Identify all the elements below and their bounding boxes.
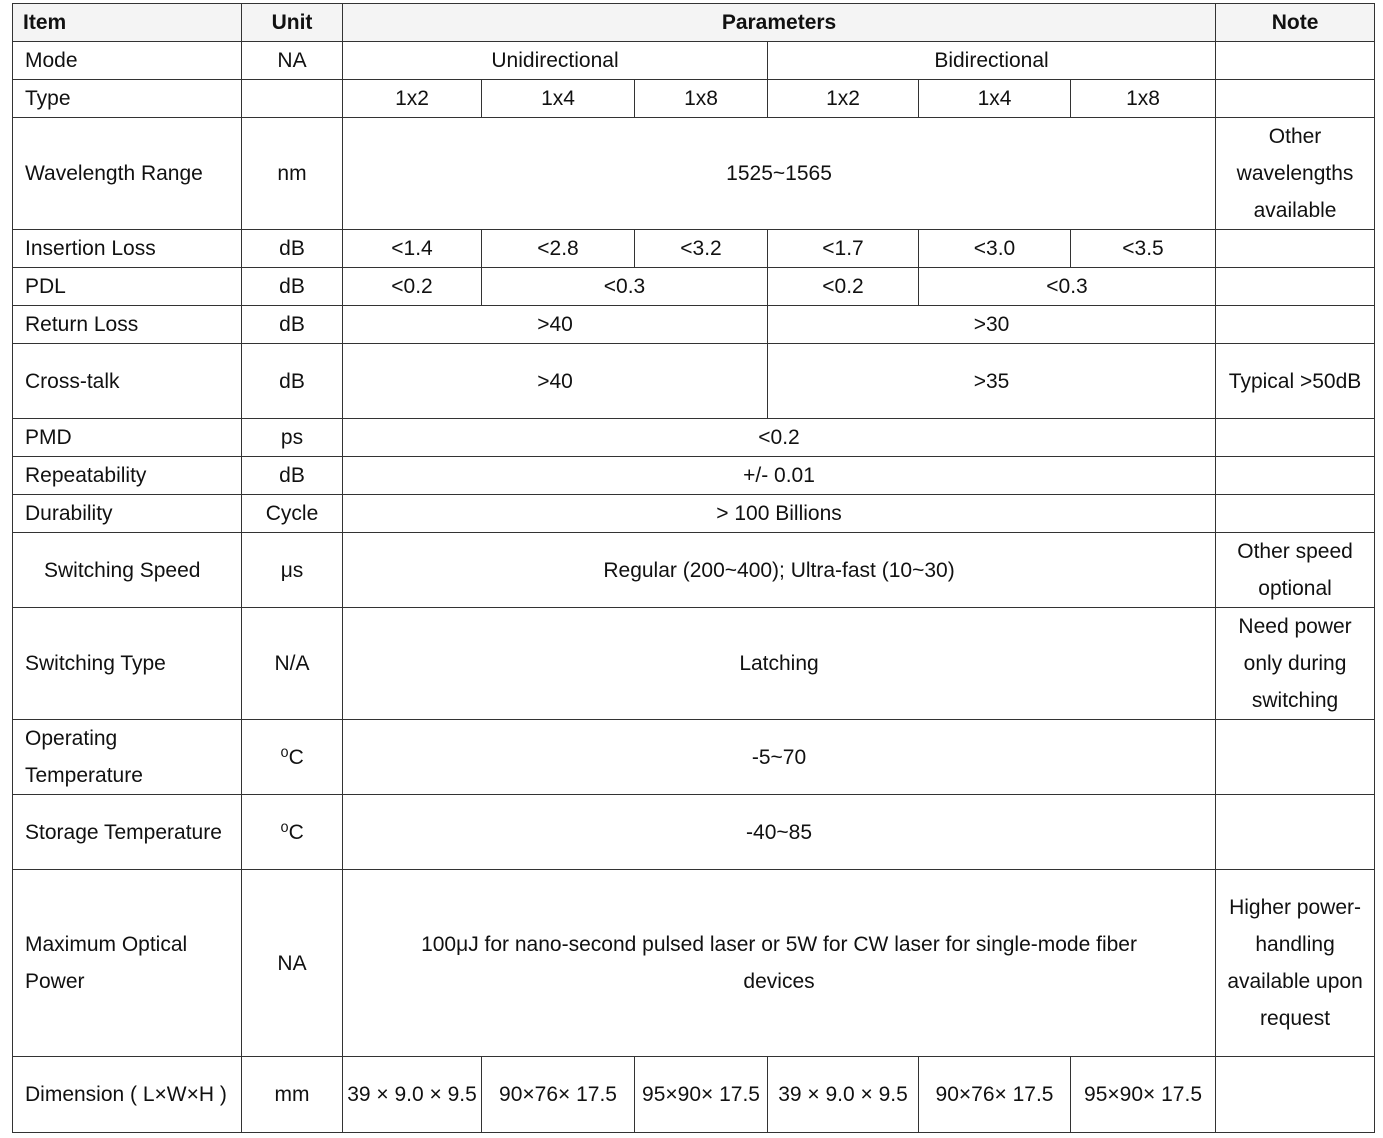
table-row [13, 268, 1375, 306]
param-cell: Regular (200~400); Ultra-fast (10~30) [343, 533, 1216, 608]
param-cell: 1x4 [482, 80, 635, 118]
param-cell: > 100 Billions [343, 495, 1216, 533]
note-cell: Need power only during switching [1216, 608, 1375, 720]
param-cell: 1x8 [1071, 80, 1216, 118]
note-cell [1216, 720, 1375, 795]
item-cell: Cross-talk [13, 344, 242, 419]
item-cell: Dimension ( L×W×H ) [13, 1057, 242, 1133]
item-cell: Maximum Optical Power [13, 870, 242, 1057]
param-cell: Bidirectional [768, 42, 1216, 80]
param-cell: 1x2 [343, 80, 482, 118]
table-row [13, 457, 1375, 495]
param-cell: 95×90× 17.5 [1071, 1057, 1216, 1133]
item-cell: Durability [13, 495, 242, 533]
param-cell: Latching [343, 608, 1216, 720]
item-cell: Type [13, 80, 242, 118]
param-cell: <3.0 [919, 230, 1071, 268]
param-cell: <1.4 [343, 230, 482, 268]
param-cell: 39 × 9.0 × 9.5 [768, 1057, 919, 1133]
param-cell: 1525~1565 [343, 118, 1216, 230]
param-cell: <0.3 [482, 268, 768, 306]
note-cell [1216, 795, 1375, 870]
item-cell: Insertion Loss [13, 230, 242, 268]
note-cell [1216, 42, 1375, 80]
note-cell [1216, 457, 1375, 495]
note-cell: Other speed optional [1216, 533, 1375, 608]
item-cell: PMD [13, 419, 242, 457]
note-cell: Typical >50dB [1216, 344, 1375, 419]
param-cell: -5~70 [343, 720, 1216, 795]
param-cell: -40~85 [343, 795, 1216, 870]
param-cell: 1x4 [919, 80, 1071, 118]
note-cell [1216, 80, 1375, 118]
header-row [13, 4, 1375, 42]
item-cell: Wavelength Range [13, 118, 242, 230]
unit-cell: N/A [242, 608, 343, 720]
item-cell: Repeatability [13, 457, 242, 495]
header-unit: Unit [242, 4, 343, 42]
table-row [13, 419, 1375, 457]
param-cell: <0.3 [919, 268, 1216, 306]
table-row [13, 870, 1375, 1057]
unit-cell: dB [242, 457, 343, 495]
param-cell: >40 [343, 306, 768, 344]
param-cell: <3.2 [635, 230, 768, 268]
param-cell: 1x2 [768, 80, 919, 118]
item-cell: Storage Temperature [13, 795, 242, 870]
table-row [13, 42, 1375, 80]
note-cell: Higher power-handling available upon request [1216, 870, 1375, 1057]
table-row [13, 80, 1375, 118]
unit-cell: NA [242, 870, 343, 1057]
table-row [13, 795, 1375, 870]
param-cell: +/- 0.01 [343, 457, 1216, 495]
unit-cell: dB [242, 306, 343, 344]
header-parameters: Parameters [343, 4, 1216, 42]
table-row [13, 495, 1375, 533]
table-row [13, 306, 1375, 344]
unit-cell: nm [242, 118, 343, 230]
unit-cell: Cycle [242, 495, 343, 533]
spec-table [12, 3, 1375, 1133]
header-item: Item [13, 4, 242, 42]
param-cell: >35 [768, 344, 1216, 419]
unit-cell: μs [242, 533, 343, 608]
note-cell [1216, 419, 1375, 457]
param-cell: >40 [343, 344, 768, 419]
table-row [13, 1057, 1375, 1133]
note-cell [1216, 306, 1375, 344]
note-cell: Other wavelengths available [1216, 118, 1375, 230]
param-cell: <2.8 [482, 230, 635, 268]
unit-cell: ⁰C [242, 795, 343, 870]
item-cell: Switching Type [13, 608, 242, 720]
header-note: Note [1216, 4, 1375, 42]
note-cell [1216, 230, 1375, 268]
table-row [13, 118, 1375, 230]
unit-cell: dB [242, 344, 343, 419]
unit-cell: dB [242, 268, 343, 306]
item-cell: Operating Temperature [13, 720, 242, 795]
note-cell [1216, 495, 1375, 533]
item-cell: PDL [13, 268, 242, 306]
param-cell: 90×76× 17.5 [919, 1057, 1071, 1133]
param-cell: >30 [768, 306, 1216, 344]
param-cell: 90×76× 17.5 [482, 1057, 635, 1133]
param-cell: <0.2 [343, 268, 482, 306]
unit-cell: ps [242, 419, 343, 457]
unit-cell: dB [242, 230, 343, 268]
param-cell: <0.2 [768, 268, 919, 306]
note-cell [1216, 1057, 1375, 1133]
table-row [13, 230, 1375, 268]
param-cell: <0.2 [343, 419, 1216, 457]
param-cell: Unidirectional [343, 42, 768, 80]
item-cell: Return Loss [13, 306, 242, 344]
param-cell: 1x8 [635, 80, 768, 118]
unit-cell: NA [242, 42, 343, 80]
table-row [13, 720, 1375, 795]
param-cell: <1.7 [768, 230, 919, 268]
note-cell [1216, 268, 1375, 306]
param-cell: <3.5 [1071, 230, 1216, 268]
table-row [13, 533, 1375, 608]
unit-cell [242, 80, 343, 118]
unit-cell: ⁰C [242, 720, 343, 795]
table-row [13, 608, 1375, 720]
param-cell: 100μJ for nano-second pulsed laser or 5W for CW laser for single-mode fiber devices [343, 870, 1216, 1057]
item-cell: Mode [13, 42, 242, 80]
param-cell: 39 × 9.0 × 9.5 [343, 1057, 482, 1133]
item-cell: Switching Speed [13, 533, 242, 608]
table-row [13, 344, 1375, 419]
unit-cell: mm [242, 1057, 343, 1133]
param-cell: 95×90× 17.5 [635, 1057, 768, 1133]
